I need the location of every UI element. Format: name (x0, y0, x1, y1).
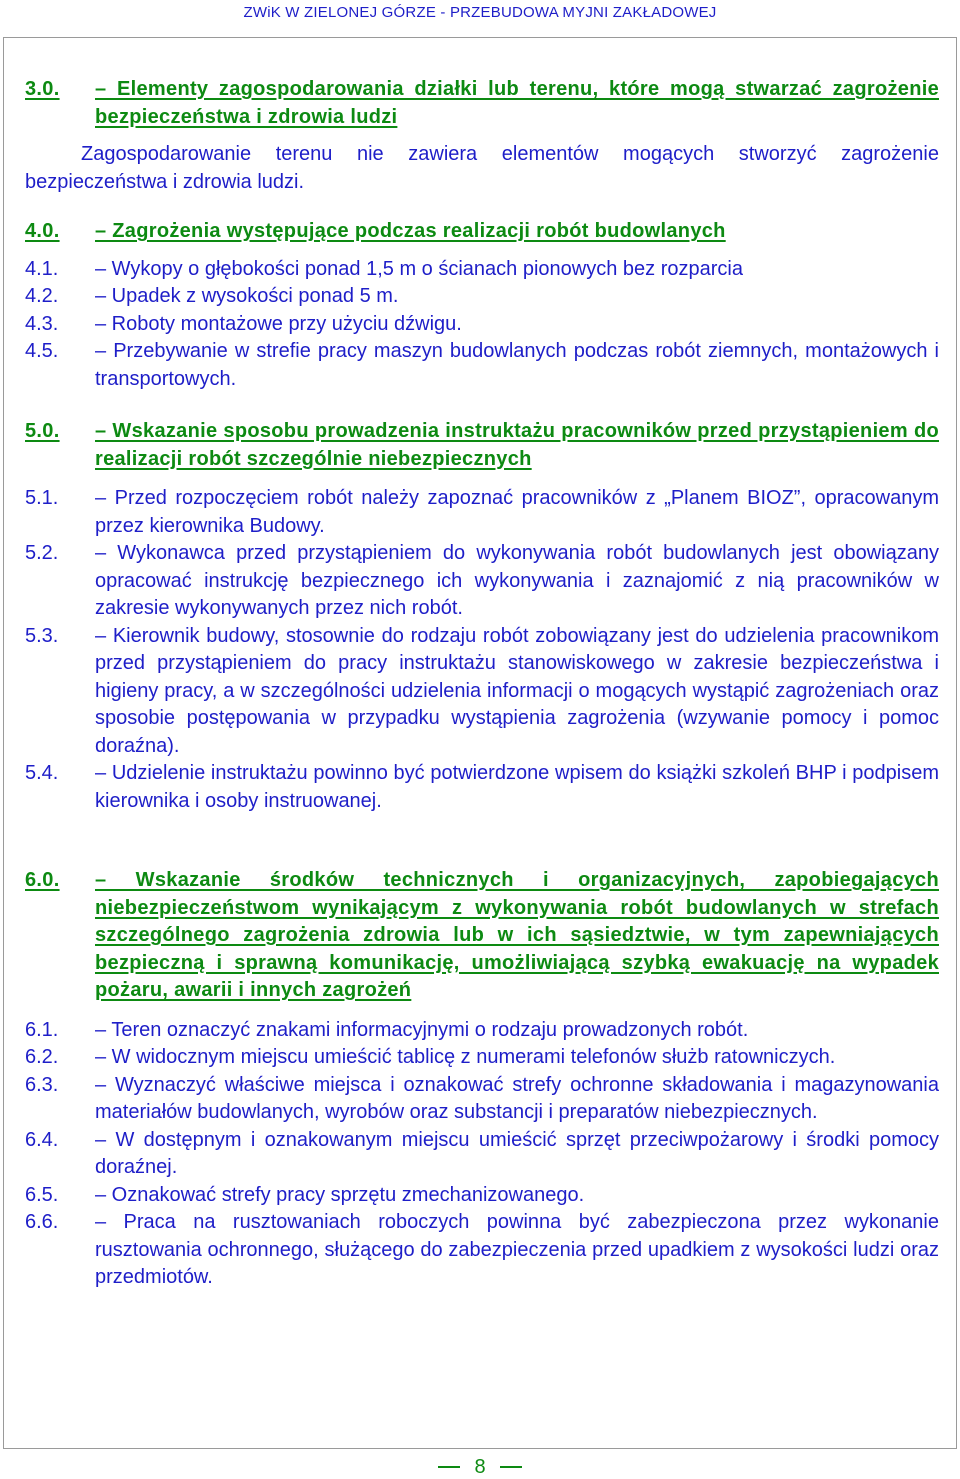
page-header: ZWiK W ZIELONEJ GÓRZE - PRZEBUDOWA MYJNI ZAKŁADOWEJ (243, 4, 717, 21)
section-number: 4.0. (25, 220, 60, 242)
item-number: 6.3. (25, 1073, 59, 1096)
item-text: – Udzielenie instruktażu powinno być potwierdzone wpisem do książki szkoleń BHP i podpisem kierownika i osoby instruowanej. (95, 762, 939, 812)
section-4-heading (25, 218, 939, 246)
item-text: – Oznakować strefy pracy sprzętu zmechanizowanego. (95, 1183, 585, 1206)
section-title: – Zagrożenia występujące podczas realizacji robót budowlanych (95, 220, 726, 242)
page-number: 8 (474, 1455, 486, 1478)
item-text: – Praca na rusztowaniach roboczych powinna być zabezpieczona przez wykonanie rusztowania ochronnego, służącego do zabezpieczenia przed upadkiem z wysokości ludzi oraz przedmiotów. (95, 1211, 939, 1288)
list-item (25, 1182, 939, 1210)
item-number: 6.1. (25, 1018, 59, 1041)
list-item (25, 338, 939, 393)
footer-dash-right (500, 1466, 522, 1468)
item-number: 6.4. (25, 1128, 59, 1151)
list-item (25, 1072, 939, 1127)
list-item (25, 1209, 939, 1292)
list-item (25, 540, 939, 623)
item-number: 4.5. (25, 340, 59, 362)
item-text: – W widocznym miejscu umieścić tablicę z numerami telefonów służb ratowniczych. (95, 1046, 836, 1068)
item-text: – W dostępnym i oznakowanym miejscu umieścić sprzęt przeciwpożarowy i środki pomocy doraźnej. (95, 1128, 939, 1178)
section-number: 3.0. (25, 78, 60, 100)
item-number: 5.2. (25, 542, 59, 564)
footer-dash-left (438, 1466, 460, 1468)
section-number: 6.0. (25, 869, 60, 891)
section-3-heading (25, 76, 939, 131)
item-number: 5.1. (25, 487, 59, 509)
item-text: – Roboty montażowe przy użyciu dźwigu. (95, 312, 462, 335)
item-number: 6.2. (25, 1046, 59, 1068)
item-text: – Upadek z wysokości ponad 5 m. (95, 285, 399, 307)
section-6-heading (25, 867, 939, 1005)
item-text: – Przed rozpoczęciem robót należy zapoznać pracowników z „Planem BIOZ”, opracowanym przez kierownika Budowy. (95, 487, 939, 537)
item-text: – Wyznaczyć właściwe miejsca i oznakować strefy ochronne składowania i magazynowania materiałów budowlanych, wyrobów oraz substancji i preparatów niebezpiecznych. (95, 1073, 939, 1123)
item-text: – Wykonawca przed przystąpieniem do wykonywania robót budowlanych jest obowiązany opracować instrukcję bezpiecznego ich wykonywania i zaznajomić z nią pracowników w zakresie wykonywanych przez nich robót. (95, 542, 939, 619)
document-body (25, 76, 939, 1292)
list-item (25, 256, 939, 284)
item-number: 4.3. (25, 312, 59, 335)
list-item (25, 1017, 939, 1045)
section-title: – Elementy zagospodarowania działki lub terenu, które mogą stwarzać zagrożenie bezpieczeństwa i zdrowia ludzi (95, 78, 939, 128)
item-text: – Kierownik budowy, stosownie do rodzaju robót zobowiązany jest do udzielenia pracownikom przed przystąpieniem do pracy instruktażu stanowiskowego w zakresie bezpieczeństwa i higieny pracy, a w szczególności udzielenia informacji o mogących wystąpić zagrożeniach oraz sposobie postępowania w przypadku wystąpienia zagrożenia (wzywanie pomocy i pomoc doraźna). (95, 624, 939, 757)
section-title: – Wskazanie sposobu prowadzenia instruktażu pracowników przed przystąpieniem do realizacji robót szczególnie niebezpiecznych (95, 420, 939, 470)
section-3-text: Zagospodarowanie terenu nie zawiera elementów mogących stworzyć zagrożenie bezpieczeństwa i zdrowia ludzi. (25, 143, 939, 193)
page-footer (0, 1456, 960, 1478)
item-number: 6.5. (25, 1183, 59, 1206)
item-number: 6.6. (25, 1211, 59, 1233)
list-item (25, 623, 939, 761)
list-item (25, 1127, 939, 1182)
list-item (25, 760, 939, 815)
list-item (25, 311, 939, 339)
section-title: – Wskazanie środków technicznych i organizacyjnych, zapobiegających niebezpieczeństwom wynikającym z wykonywania robót budowlanych w strefach szczególnego zagrożenia zdrowia lub w ich sąsiedztwie, w tym zapewniających bezpieczną i sprawną komunikację, umożliwiającą szybką ewakuację na wypadek pożaru, awarii i innych zagrożeń (95, 869, 939, 1001)
item-number: 5.4. (25, 762, 59, 784)
item-number: 4.1. (25, 257, 59, 280)
item-number: 4.2. (25, 285, 59, 307)
item-text: – Przebywanie w strefie pracy maszyn budowlanych podczas robót ziemnych, montażowych i transportowych. (95, 340, 939, 390)
section-number: 5.0. (25, 420, 60, 442)
section-5-heading (25, 418, 939, 473)
item-number: 5.3. (25, 624, 59, 647)
item-text: – Wykopy o głębokości ponad 1,5 m o ścianach pionowych bez rozparcia (95, 257, 743, 280)
list-item (25, 1044, 939, 1072)
item-text: – Teren oznaczyć znakami informacyjnymi o rodzaju prowadzonych robót. (95, 1018, 749, 1041)
list-item (25, 485, 939, 540)
list-item (25, 283, 939, 311)
